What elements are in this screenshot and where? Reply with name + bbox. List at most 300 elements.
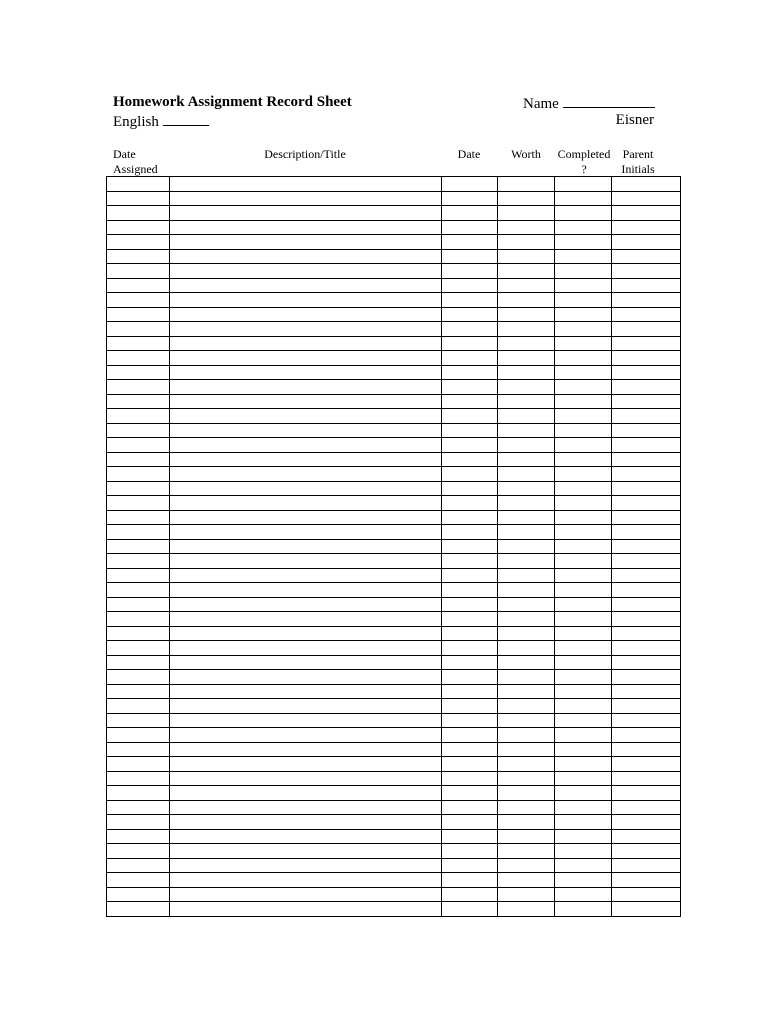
date-assigned-cell[interactable] <box>107 713 170 728</box>
date-cell[interactable] <box>442 293 498 308</box>
date-assigned-cell[interactable] <box>107 583 170 598</box>
date-assigned-cell[interactable] <box>107 699 170 714</box>
date-assigned-cell[interactable] <box>107 351 170 366</box>
description-cell[interactable] <box>170 351 442 366</box>
date-assigned-cell[interactable] <box>107 220 170 235</box>
date-cell[interactable] <box>442 394 498 409</box>
date-assigned-cell[interactable] <box>107 452 170 467</box>
description-cell[interactable] <box>170 177 442 192</box>
parent-initials-cell[interactable] <box>612 800 681 815</box>
completed-cell[interactable] <box>555 438 612 453</box>
parent-initials-cell[interactable] <box>612 699 681 714</box>
date-cell[interactable] <box>442 452 498 467</box>
worth-cell[interactable] <box>498 336 555 351</box>
worth-cell[interactable] <box>498 568 555 583</box>
date-assigned-cell[interactable] <box>107 438 170 453</box>
date-cell[interactable] <box>442 887 498 902</box>
parent-initials-cell[interactable] <box>612 742 681 757</box>
worth-cell[interactable] <box>498 670 555 685</box>
date-cell[interactable] <box>442 829 498 844</box>
date-assigned-cell[interactable] <box>107 336 170 351</box>
parent-initials-cell[interactable] <box>612 554 681 569</box>
parent-initials-cell[interactable] <box>612 771 681 786</box>
worth-cell[interactable] <box>498 626 555 641</box>
date-assigned-cell[interactable] <box>107 249 170 264</box>
date-cell[interactable] <box>442 699 498 714</box>
description-cell[interactable] <box>170 206 442 221</box>
completed-cell[interactable] <box>555 655 612 670</box>
completed-cell[interactable] <box>555 713 612 728</box>
worth-cell[interactable] <box>498 467 555 482</box>
completed-cell[interactable] <box>555 423 612 438</box>
description-cell[interactable] <box>170 887 442 902</box>
date-cell[interactable] <box>442 626 498 641</box>
date-assigned-cell[interactable] <box>107 307 170 322</box>
worth-cell[interactable] <box>498 641 555 656</box>
date-assigned-cell[interactable] <box>107 322 170 337</box>
date-cell[interactable] <box>442 684 498 699</box>
parent-initials-cell[interactable] <box>612 786 681 801</box>
completed-cell[interactable] <box>555 365 612 380</box>
completed-cell[interactable] <box>555 887 612 902</box>
date-assigned-cell[interactable] <box>107 771 170 786</box>
worth-cell[interactable] <box>498 655 555 670</box>
parent-initials-cell[interactable] <box>612 728 681 743</box>
description-cell[interactable] <box>170 496 442 511</box>
date-cell[interactable] <box>442 177 498 192</box>
completed-cell[interactable] <box>555 452 612 467</box>
worth-cell[interactable] <box>498 873 555 888</box>
worth-cell[interactable] <box>498 351 555 366</box>
date-assigned-cell[interactable] <box>107 554 170 569</box>
date-cell[interactable] <box>442 423 498 438</box>
description-cell[interactable] <box>170 235 442 250</box>
parent-initials-cell[interactable] <box>612 902 681 917</box>
description-cell[interactable] <box>170 670 442 685</box>
parent-initials-cell[interactable] <box>612 293 681 308</box>
description-cell[interactable] <box>170 771 442 786</box>
parent-initials-cell[interactable] <box>612 829 681 844</box>
completed-cell[interactable] <box>555 191 612 206</box>
completed-cell[interactable] <box>555 742 612 757</box>
completed-cell[interactable] <box>555 409 612 424</box>
worth-cell[interactable] <box>498 525 555 540</box>
worth-cell[interactable] <box>498 365 555 380</box>
completed-cell[interactable] <box>555 177 612 192</box>
worth-cell[interactable] <box>498 742 555 757</box>
completed-cell[interactable] <box>555 380 612 395</box>
date-cell[interactable] <box>442 568 498 583</box>
date-cell[interactable] <box>442 481 498 496</box>
date-assigned-cell[interactable] <box>107 612 170 627</box>
description-cell[interactable] <box>170 220 442 235</box>
completed-cell[interactable] <box>555 873 612 888</box>
parent-initials-cell[interactable] <box>612 684 681 699</box>
date-assigned-cell[interactable] <box>107 873 170 888</box>
parent-initials-cell[interactable] <box>612 307 681 322</box>
date-cell[interactable] <box>442 597 498 612</box>
completed-cell[interactable] <box>555 525 612 540</box>
date-assigned-cell[interactable] <box>107 902 170 917</box>
date-assigned-cell[interactable] <box>107 481 170 496</box>
worth-cell[interactable] <box>498 844 555 859</box>
parent-initials-cell[interactable] <box>612 423 681 438</box>
date-cell[interactable] <box>442 496 498 511</box>
date-cell[interactable] <box>442 612 498 627</box>
date-cell[interactable] <box>442 351 498 366</box>
parent-initials-cell[interactable] <box>612 249 681 264</box>
parent-initials-cell[interactable] <box>612 626 681 641</box>
worth-cell[interactable] <box>498 423 555 438</box>
worth-cell[interactable] <box>498 191 555 206</box>
date-cell[interactable] <box>442 336 498 351</box>
description-cell[interactable] <box>170 394 442 409</box>
date-assigned-cell[interactable] <box>107 887 170 902</box>
subject-blank[interactable] <box>163 112 209 126</box>
parent-initials-cell[interactable] <box>612 568 681 583</box>
parent-initials-cell[interactable] <box>612 394 681 409</box>
worth-cell[interactable] <box>498 235 555 250</box>
completed-cell[interactable] <box>555 902 612 917</box>
date-cell[interactable] <box>442 786 498 801</box>
date-assigned-cell[interactable] <box>107 684 170 699</box>
date-cell[interactable] <box>442 858 498 873</box>
worth-cell[interactable] <box>498 858 555 873</box>
description-cell[interactable] <box>170 249 442 264</box>
date-cell[interactable] <box>442 409 498 424</box>
description-cell[interactable] <box>170 191 442 206</box>
date-assigned-cell[interactable] <box>107 177 170 192</box>
description-cell[interactable] <box>170 307 442 322</box>
completed-cell[interactable] <box>555 757 612 772</box>
date-assigned-cell[interactable] <box>107 467 170 482</box>
date-assigned-cell[interactable] <box>107 394 170 409</box>
date-cell[interactable] <box>442 525 498 540</box>
description-cell[interactable] <box>170 423 442 438</box>
worth-cell[interactable] <box>498 597 555 612</box>
date-assigned-cell[interactable] <box>107 844 170 859</box>
date-cell[interactable] <box>442 539 498 554</box>
completed-cell[interactable] <box>555 728 612 743</box>
worth-cell[interactable] <box>498 220 555 235</box>
description-cell[interactable] <box>170 800 442 815</box>
worth-cell[interactable] <box>498 249 555 264</box>
date-assigned-cell[interactable] <box>107 264 170 279</box>
description-cell[interactable] <box>170 597 442 612</box>
completed-cell[interactable] <box>555 322 612 337</box>
date-assigned-cell[interactable] <box>107 409 170 424</box>
worth-cell[interactable] <box>498 539 555 554</box>
worth-cell[interactable] <box>498 438 555 453</box>
completed-cell[interactable] <box>555 684 612 699</box>
date-cell[interactable] <box>442 307 498 322</box>
date-cell[interactable] <box>442 815 498 830</box>
date-assigned-cell[interactable] <box>107 365 170 380</box>
worth-cell[interactable] <box>498 786 555 801</box>
completed-cell[interactable] <box>555 249 612 264</box>
worth-cell[interactable] <box>498 307 555 322</box>
date-cell[interactable] <box>442 365 498 380</box>
worth-cell[interactable] <box>498 409 555 424</box>
description-cell[interactable] <box>170 525 442 540</box>
worth-cell[interactable] <box>498 902 555 917</box>
date-assigned-cell[interactable] <box>107 568 170 583</box>
parent-initials-cell[interactable] <box>612 467 681 482</box>
completed-cell[interactable] <box>555 351 612 366</box>
name-blank[interactable] <box>563 94 655 108</box>
worth-cell[interactable] <box>498 481 555 496</box>
description-cell[interactable] <box>170 829 442 844</box>
date-assigned-cell[interactable] <box>107 728 170 743</box>
date-cell[interactable] <box>442 191 498 206</box>
completed-cell[interactable] <box>555 815 612 830</box>
worth-cell[interactable] <box>498 887 555 902</box>
worth-cell[interactable] <box>498 380 555 395</box>
completed-cell[interactable] <box>555 597 612 612</box>
parent-initials-cell[interactable] <box>612 264 681 279</box>
date-cell[interactable] <box>442 438 498 453</box>
date-cell[interactable] <box>442 655 498 670</box>
description-cell[interactable] <box>170 539 442 554</box>
worth-cell[interactable] <box>498 394 555 409</box>
parent-initials-cell[interactable] <box>612 351 681 366</box>
parent-initials-cell[interactable] <box>612 510 681 525</box>
date-assigned-cell[interactable] <box>107 206 170 221</box>
parent-initials-cell[interactable] <box>612 438 681 453</box>
description-cell[interactable] <box>170 873 442 888</box>
date-assigned-cell[interactable] <box>107 626 170 641</box>
date-cell[interactable] <box>442 641 498 656</box>
completed-cell[interactable] <box>555 510 612 525</box>
parent-initials-cell[interactable] <box>612 713 681 728</box>
completed-cell[interactable] <box>555 264 612 279</box>
date-assigned-cell[interactable] <box>107 380 170 395</box>
worth-cell[interactable] <box>498 554 555 569</box>
description-cell[interactable] <box>170 380 442 395</box>
description-cell[interactable] <box>170 568 442 583</box>
parent-initials-cell[interactable] <box>612 481 681 496</box>
date-cell[interactable] <box>442 844 498 859</box>
date-assigned-cell[interactable] <box>107 597 170 612</box>
date-assigned-cell[interactable] <box>107 670 170 685</box>
date-cell[interactable] <box>442 264 498 279</box>
parent-initials-cell[interactable] <box>612 409 681 424</box>
date-cell[interactable] <box>442 583 498 598</box>
date-cell[interactable] <box>442 713 498 728</box>
date-assigned-cell[interactable] <box>107 815 170 830</box>
worth-cell[interactable] <box>498 815 555 830</box>
description-cell[interactable] <box>170 264 442 279</box>
parent-initials-cell[interactable] <box>612 873 681 888</box>
parent-initials-cell[interactable] <box>612 539 681 554</box>
parent-initials-cell[interactable] <box>612 597 681 612</box>
completed-cell[interactable] <box>555 554 612 569</box>
worth-cell[interactable] <box>498 206 555 221</box>
description-cell[interactable] <box>170 336 442 351</box>
description-cell[interactable] <box>170 481 442 496</box>
completed-cell[interactable] <box>555 626 612 641</box>
completed-cell[interactable] <box>555 235 612 250</box>
parent-initials-cell[interactable] <box>612 322 681 337</box>
description-cell[interactable] <box>170 786 442 801</box>
date-assigned-cell[interactable] <box>107 858 170 873</box>
parent-initials-cell[interactable] <box>612 235 681 250</box>
worth-cell[interactable] <box>498 293 555 308</box>
completed-cell[interactable] <box>555 293 612 308</box>
date-assigned-cell[interactable] <box>107 742 170 757</box>
worth-cell[interactable] <box>498 510 555 525</box>
description-cell[interactable] <box>170 858 442 873</box>
date-assigned-cell[interactable] <box>107 641 170 656</box>
date-assigned-cell[interactable] <box>107 539 170 554</box>
description-cell[interactable] <box>170 612 442 627</box>
completed-cell[interactable] <box>555 220 612 235</box>
completed-cell[interactable] <box>555 612 612 627</box>
parent-initials-cell[interactable] <box>612 191 681 206</box>
date-assigned-cell[interactable] <box>107 496 170 511</box>
parent-initials-cell[interactable] <box>612 496 681 511</box>
parent-initials-cell[interactable] <box>612 858 681 873</box>
description-cell[interactable] <box>170 409 442 424</box>
date-assigned-cell[interactable] <box>107 235 170 250</box>
completed-cell[interactable] <box>555 336 612 351</box>
description-cell[interactable] <box>170 902 442 917</box>
description-cell[interactable] <box>170 583 442 598</box>
worth-cell[interactable] <box>498 684 555 699</box>
description-cell[interactable] <box>170 293 442 308</box>
description-cell[interactable] <box>170 438 442 453</box>
description-cell[interactable] <box>170 554 442 569</box>
date-cell[interactable] <box>442 902 498 917</box>
worth-cell[interactable] <box>498 757 555 772</box>
worth-cell[interactable] <box>498 177 555 192</box>
completed-cell[interactable] <box>555 278 612 293</box>
worth-cell[interactable] <box>498 583 555 598</box>
parent-initials-cell[interactable] <box>612 380 681 395</box>
date-cell[interactable] <box>442 742 498 757</box>
date-assigned-cell[interactable] <box>107 423 170 438</box>
parent-initials-cell[interactable] <box>612 670 681 685</box>
completed-cell[interactable] <box>555 394 612 409</box>
worth-cell[interactable] <box>498 829 555 844</box>
date-assigned-cell[interactable] <box>107 800 170 815</box>
parent-initials-cell[interactable] <box>612 612 681 627</box>
parent-initials-cell[interactable] <box>612 278 681 293</box>
worth-cell[interactable] <box>498 612 555 627</box>
date-assigned-cell[interactable] <box>107 191 170 206</box>
worth-cell[interactable] <box>498 278 555 293</box>
description-cell[interactable] <box>170 322 442 337</box>
parent-initials-cell[interactable] <box>612 815 681 830</box>
completed-cell[interactable] <box>555 858 612 873</box>
description-cell[interactable] <box>170 641 442 656</box>
description-cell[interactable] <box>170 684 442 699</box>
completed-cell[interactable] <box>555 568 612 583</box>
date-cell[interactable] <box>442 873 498 888</box>
completed-cell[interactable] <box>555 771 612 786</box>
description-cell[interactable] <box>170 728 442 743</box>
date-assigned-cell[interactable] <box>107 293 170 308</box>
date-cell[interactable] <box>442 728 498 743</box>
description-cell[interactable] <box>170 655 442 670</box>
parent-initials-cell[interactable] <box>612 177 681 192</box>
parent-initials-cell[interactable] <box>612 655 681 670</box>
date-cell[interactable] <box>442 220 498 235</box>
date-cell[interactable] <box>442 771 498 786</box>
completed-cell[interactable] <box>555 844 612 859</box>
description-cell[interactable] <box>170 844 442 859</box>
worth-cell[interactable] <box>498 800 555 815</box>
date-assigned-cell[interactable] <box>107 510 170 525</box>
parent-initials-cell[interactable] <box>612 220 681 235</box>
description-cell[interactable] <box>170 815 442 830</box>
date-assigned-cell[interactable] <box>107 525 170 540</box>
date-cell[interactable] <box>442 554 498 569</box>
date-cell[interactable] <box>442 235 498 250</box>
description-cell[interactable] <box>170 699 442 714</box>
date-cell[interactable] <box>442 249 498 264</box>
parent-initials-cell[interactable] <box>612 336 681 351</box>
completed-cell[interactable] <box>555 641 612 656</box>
description-cell[interactable] <box>170 452 442 467</box>
date-assigned-cell[interactable] <box>107 278 170 293</box>
completed-cell[interactable] <box>555 800 612 815</box>
worth-cell[interactable] <box>498 264 555 279</box>
worth-cell[interactable] <box>498 496 555 511</box>
date-cell[interactable] <box>442 670 498 685</box>
date-cell[interactable] <box>442 757 498 772</box>
parent-initials-cell[interactable] <box>612 525 681 540</box>
parent-initials-cell[interactable] <box>612 844 681 859</box>
completed-cell[interactable] <box>555 583 612 598</box>
completed-cell[interactable] <box>555 307 612 322</box>
parent-initials-cell[interactable] <box>612 583 681 598</box>
parent-initials-cell[interactable] <box>612 641 681 656</box>
completed-cell[interactable] <box>555 829 612 844</box>
worth-cell[interactable] <box>498 728 555 743</box>
date-assigned-cell[interactable] <box>107 655 170 670</box>
description-cell[interactable] <box>170 742 442 757</box>
completed-cell[interactable] <box>555 699 612 714</box>
description-cell[interactable] <box>170 365 442 380</box>
parent-initials-cell[interactable] <box>612 887 681 902</box>
parent-initials-cell[interactable] <box>612 206 681 221</box>
parent-initials-cell[interactable] <box>612 452 681 467</box>
date-cell[interactable] <box>442 510 498 525</box>
date-cell[interactable] <box>442 467 498 482</box>
description-cell[interactable] <box>170 626 442 641</box>
date-cell[interactable] <box>442 800 498 815</box>
worth-cell[interactable] <box>498 771 555 786</box>
worth-cell[interactable] <box>498 452 555 467</box>
date-assigned-cell[interactable] <box>107 829 170 844</box>
description-cell[interactable] <box>170 510 442 525</box>
completed-cell[interactable] <box>555 786 612 801</box>
date-cell[interactable] <box>442 380 498 395</box>
date-assigned-cell[interactable] <box>107 757 170 772</box>
worth-cell[interactable] <box>498 713 555 728</box>
date-cell[interactable] <box>442 322 498 337</box>
completed-cell[interactable] <box>555 206 612 221</box>
worth-cell[interactable] <box>498 699 555 714</box>
description-cell[interactable] <box>170 713 442 728</box>
completed-cell[interactable] <box>555 539 612 554</box>
date-cell[interactable] <box>442 206 498 221</box>
completed-cell[interactable] <box>555 481 612 496</box>
date-assigned-cell[interactable] <box>107 786 170 801</box>
completed-cell[interactable] <box>555 467 612 482</box>
completed-cell[interactable] <box>555 670 612 685</box>
